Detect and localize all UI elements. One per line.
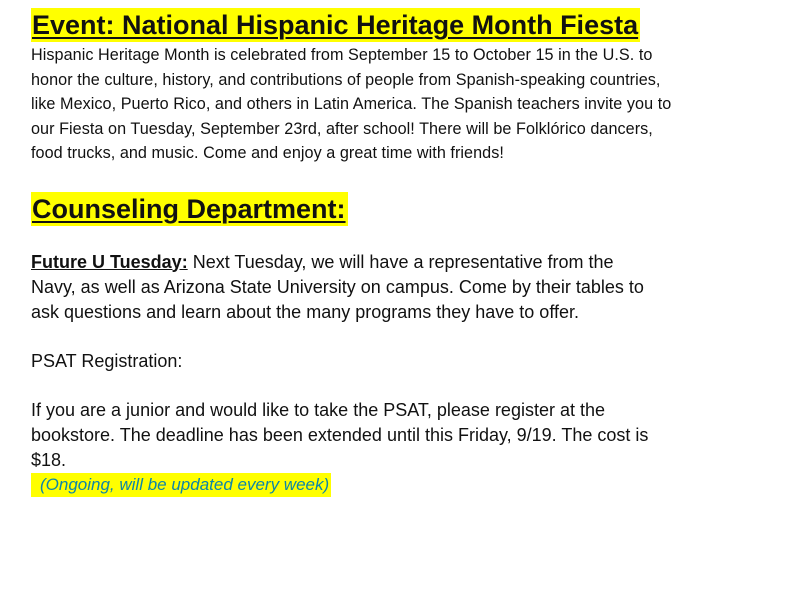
psat-line-3: $18. xyxy=(31,449,67,470)
future-u-line-3: ask questions and learn about the many programs they have to offer. xyxy=(31,301,580,322)
future-u-label: Future U Tuesday: xyxy=(31,251,188,272)
counseling-heading: Counseling Department: xyxy=(32,193,346,224)
counseling-section xyxy=(31,166,791,497)
event-section xyxy=(31,8,791,166)
psat-registration-label: PSAT Registration: xyxy=(31,350,183,371)
future-u-line-1: Next Tuesday, we will have a representative from the xyxy=(187,251,614,272)
psat-line-2: bookstore. The deadline has been extended until this Friday, 9/19. The cost is xyxy=(31,424,649,445)
psat-paragraph xyxy=(31,398,791,473)
document-page xyxy=(31,8,791,497)
event-line-4: our Fiesta on Tuesday, September 23rd, after school! There will be Folklórico dancers, xyxy=(31,119,653,138)
event-heading: Event: National Hispanic Heritage Month Fiesta xyxy=(32,10,639,40)
ongoing-note: (Ongoing, will be updated every week) xyxy=(31,473,331,497)
future-u-line-2: Navy, as well as Arizona State University on campus. Come by their tables to xyxy=(31,276,644,297)
event-line-2: honor the culture, history, and contributions of people from Spanish-speaking countries, xyxy=(31,70,661,89)
event-description xyxy=(31,43,791,166)
future-u-paragraph xyxy=(31,250,791,325)
event-line-1: Hispanic Heritage Month is celebrated from September 15 to October 15 in the U.S. to xyxy=(31,46,653,64)
event-line-3: like Mexico, Puerto Rico, and others in Latin America. The Spanish teachers invite you to xyxy=(31,95,672,113)
psat-line-1: If you are a junior and would like to take the PSAT, please register at the xyxy=(31,399,605,420)
event-line-5: food trucks, and music. Come and enjoy a great time with friends! xyxy=(31,144,504,162)
